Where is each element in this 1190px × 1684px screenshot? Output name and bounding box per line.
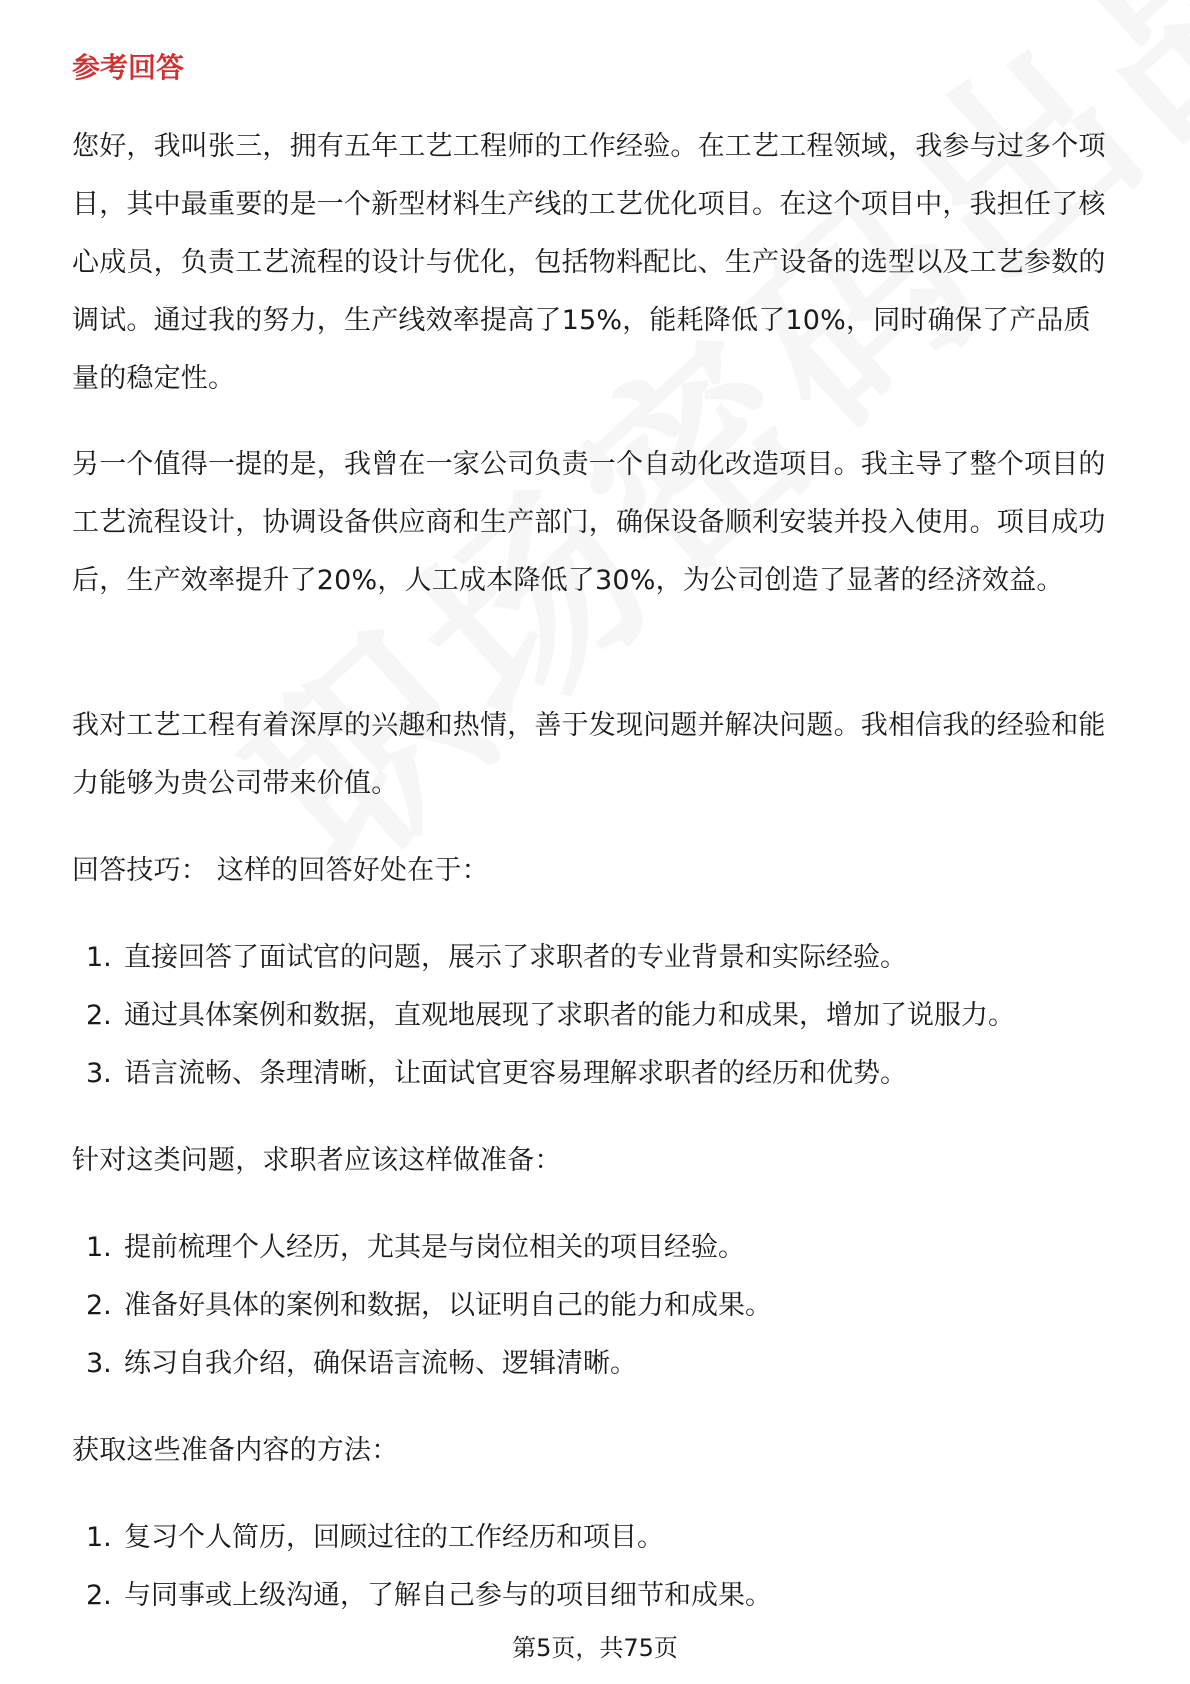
list-number: 2. bbox=[86, 1580, 112, 1611]
prep-list bbox=[72, 1219, 1118, 1393]
list-text: 直接回答了面试官的问题，展示了求职者的专业背景和实际经验。 bbox=[124, 942, 907, 973]
list-number: 3. bbox=[86, 1348, 112, 1379]
list-text: 练习自我介绍，确保语言流畅、逻辑清晰。 bbox=[124, 1348, 637, 1379]
list-item bbox=[72, 1335, 1118, 1393]
list-number: 2. bbox=[86, 1000, 112, 1031]
answer-paragraph-1: 您好，我叫张三，拥有五年工艺工程师的工作经验。在工艺工程领域，我参与过多个项目，其中最重要的是一个新型材料生产线的工艺优化项目。在这个项目中，我担任了核心成员，负责工艺流程的设计与优化，包括物料配比、生产设备的选型以及工艺参数的调试。通过我的努力，生产线效率提高了15%，能耗降低了10%，同时确保了产品质量的稳定性。 bbox=[72, 131, 1106, 394]
list-number: 3. bbox=[86, 1058, 112, 1089]
method-label: 获取这些准备内容的方法： bbox=[72, 1435, 399, 1466]
prep-label: 针对这类问题，求职者应该这样做准备： bbox=[72, 1145, 562, 1176]
list-text: 准备好具体的案例和数据，以证明自己的能力和成果。 bbox=[124, 1290, 772, 1321]
method-list bbox=[72, 1509, 1118, 1625]
list-item bbox=[72, 929, 1118, 987]
list-item bbox=[72, 987, 1118, 1045]
list-number: 1. bbox=[86, 1522, 112, 1553]
list-item bbox=[72, 1045, 1118, 1103]
list-item bbox=[72, 1509, 1118, 1567]
answer-paragraph-2: 另一个值得一提的是，我曾在一家公司负责一个自动化改造项目。我主导了整个项目的工艺流程设计，协调设备供应商和生产部门，确保设备顺利安装并投入使用。项目成功后，生产效率提升了20%，人工成本降低了30%，为公司创造了显著的经济效益。 bbox=[72, 449, 1106, 596]
page-footer: 第5页，共75页 bbox=[512, 1634, 678, 1662]
tips-label: 回答技巧： 这样的回答好处在于： bbox=[72, 855, 489, 886]
tips-list bbox=[72, 929, 1118, 1103]
list-number: 2. bbox=[86, 1290, 112, 1321]
list-text: 通过具体案例和数据，直观地展现了求职者的能力和成果，增加了说服力。 bbox=[124, 1000, 1015, 1031]
section-heading: 参考回答 bbox=[72, 51, 185, 84]
list-item bbox=[72, 1219, 1118, 1277]
list-item bbox=[72, 1277, 1118, 1335]
list-item bbox=[72, 1567, 1118, 1625]
list-number: 1. bbox=[86, 1232, 112, 1263]
answer-paragraph-3: 我对工艺工程有着深厚的兴趣和热情，善于发现问题并解决问题。我相信我的经验和能力能够为贵公司带来价值。 bbox=[72, 710, 1106, 799]
document-page bbox=[72, 0, 1118, 1684]
list-text: 提前梳理个人经历，尤其是与岗位相关的项目经验。 bbox=[124, 1232, 745, 1263]
list-number: 1. bbox=[86, 942, 112, 973]
list-text: 复习个人简历，回顾过往的工作经历和项目。 bbox=[124, 1522, 664, 1553]
list-text: 与同事或上级沟通，了解自己参与的项目细节和成果。 bbox=[124, 1580, 772, 1611]
list-text: 语言流畅、条理清晰，让面试官更容易理解求职者的经历和优势。 bbox=[124, 1058, 907, 1089]
